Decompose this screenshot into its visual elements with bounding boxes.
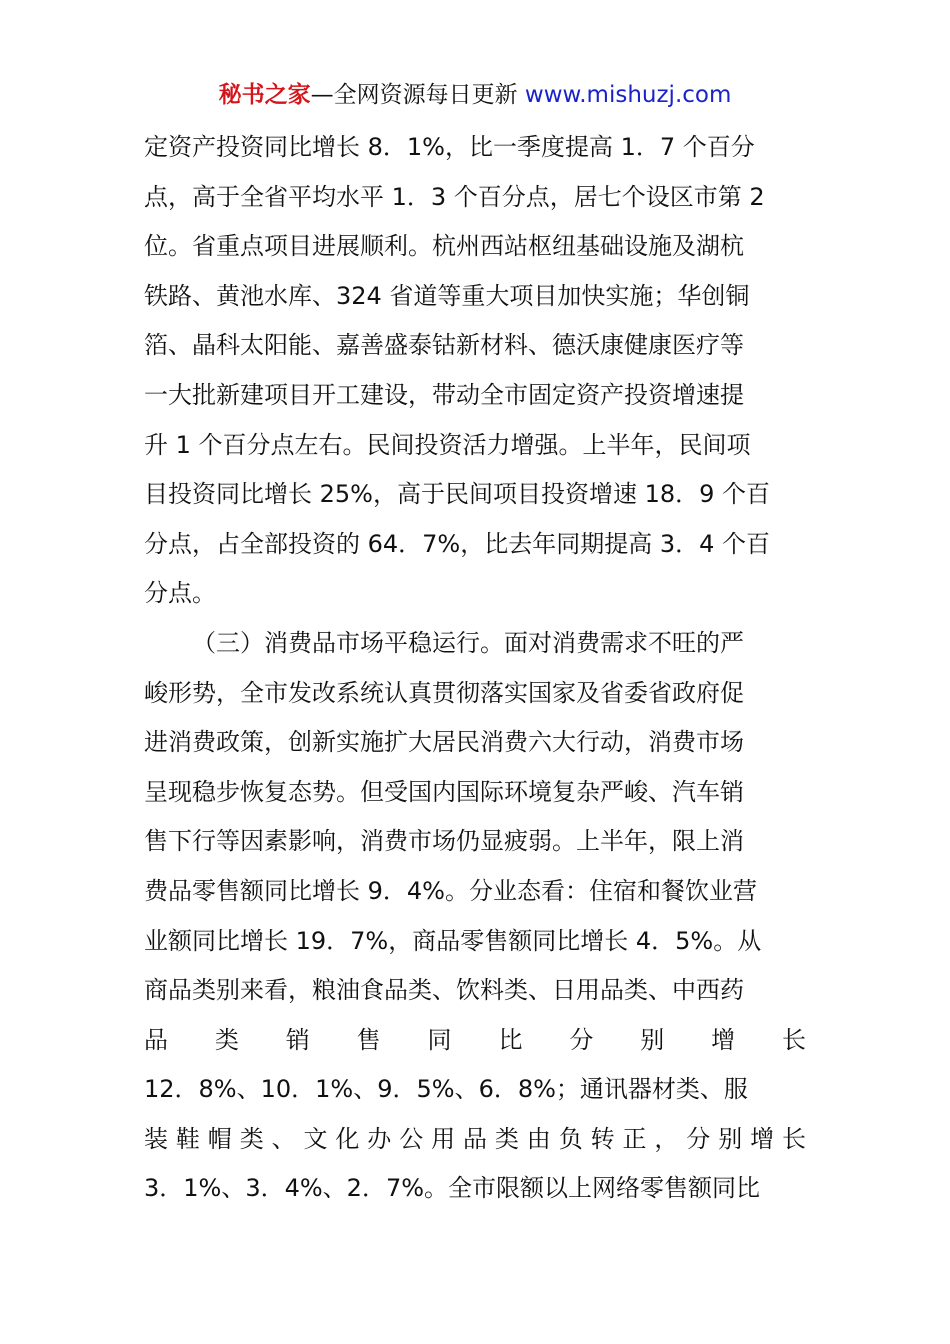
text-line: 分点。 (144, 579, 216, 608)
document-body (144, 123, 806, 1214)
text-line: 商品类别来看，粮油食品类、饮料类、日用品类、中西药 (144, 976, 744, 1005)
text-line: 一大批新建项目开工建设，带动全市固定资产投资增速提 (144, 380, 744, 409)
text-line: 售下行等因素影响，消费市场仍显疲弱。上半年，限上消 (144, 827, 744, 856)
text-line: 业额同比增长 19．7%，商品零售额同比增长 4．5%。从 (144, 926, 762, 955)
text-line: 装鞋帽类、文化办公用品类由负转正，分别增长 (144, 1124, 806, 1153)
text-line: 铁路、黄池水库、324 省道等重大项目加快实施；华创铜 (144, 281, 750, 310)
text-line: 呈现稳步恢复态势。但受国内国际环境复杂严峻、汽车销 (144, 777, 744, 806)
header-tagline: —全网资源每日更新 (310, 82, 518, 108)
site-brand: 秘书之家 (218, 82, 311, 108)
page-header (0, 80, 950, 110)
text-line: 进消费政策，创新实施扩大居民消费六大行动，消费市场 (144, 728, 744, 757)
text-line: 定资产投资同比增长 8．1%，比一季度提高 1．7 个百分 (144, 133, 755, 161)
section-heading-line: （三）消费品市场平稳运行。面对消费需求不旺的严 (192, 628, 744, 657)
text-line: 升 1 个百分点左右。民间投资活力增强。上半年，民间项 (144, 430, 751, 459)
site-url: www.mishuzj.com (524, 82, 732, 108)
text-line: 12．8%、10．1%、9．5%、6．8%；通讯器材类、服 (144, 1075, 748, 1104)
text-line: 位。省重点项目进展顺利。杭州西站枢纽基础设施及湖杭 (144, 232, 744, 261)
text-line: 点，高于全省平均水平 1．3 个百分点，居七个设区市第 2 (144, 182, 765, 211)
text-line: 箔、晶科太阳能、嘉善盛泰钴新材料、德沃康健康医疗等 (144, 331, 744, 360)
text-line: 目投资同比增长 25%，高于民间项目投资增速 18．9 个百 (144, 480, 771, 509)
text-line: 分点，占全部投资的 64．7%，比去年同期提高 3．4 个百 (144, 529, 771, 558)
text-line: 峻形势，全市发改系统认真贯彻落实国家及省委省政府促 (144, 678, 744, 707)
text-line: 费品零售额同比增长 9．4%。分业态看：住宿和餐饮业营 (144, 876, 757, 905)
text-line: 3．1%、3．4%、2．7%。全市限额以上网络零售额同比 (144, 1174, 761, 1203)
text-line: 品 类 销 售 同 比 分 别 增 长 (144, 1025, 806, 1054)
